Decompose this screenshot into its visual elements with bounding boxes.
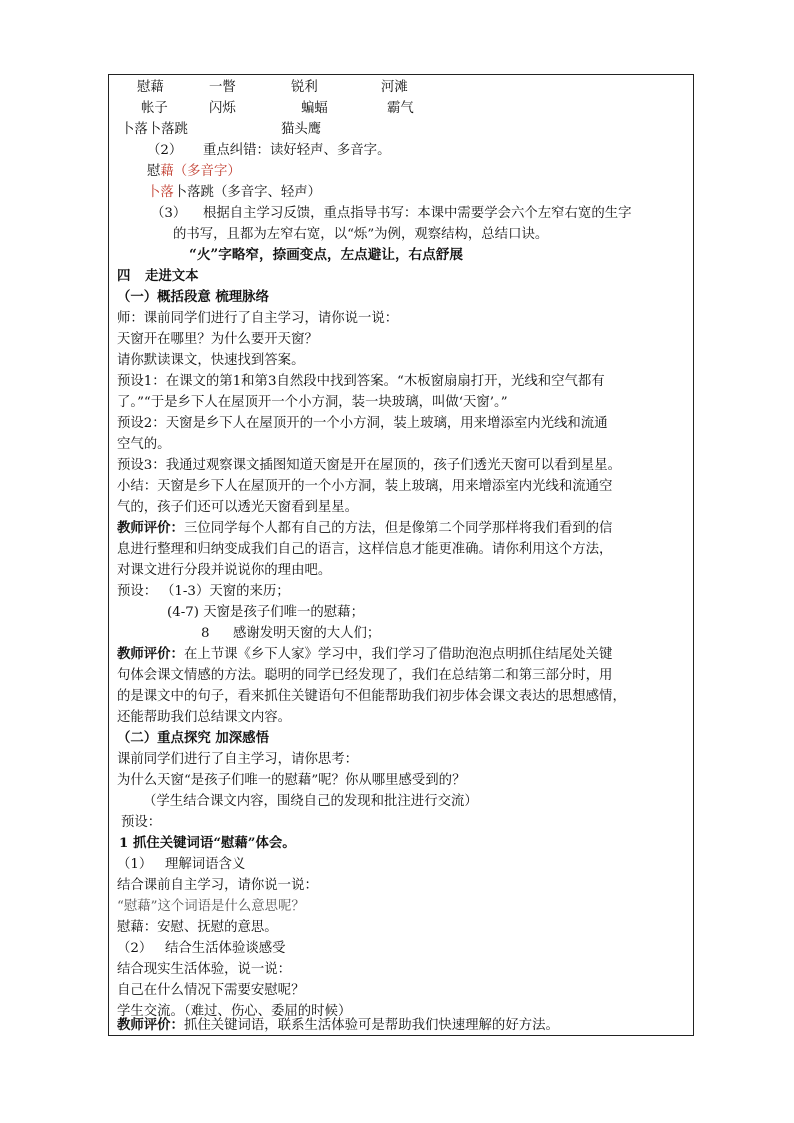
key-point-title: 1 抓住关键词语“慰藉”体会。 <box>119 835 296 851</box>
subsection-title: （一）概括段意 梳理脉络 <box>117 289 269 305</box>
paragraph: 气的，孩子们还可以透光天窗看到星星。 <box>117 500 359 515</box>
preset-item: （1-3）天窗的来历； <box>161 584 290 599</box>
word: 卜落卜落跳 <box>121 122 188 137</box>
note: 卜落跳（多音字、轻声） <box>173 185 322 200</box>
paragraph: 师：课前同学们进行了自主学习，请你说一说： <box>117 311 399 326</box>
paragraph: 预设3：我通过观察课文插图知道天窗是开在屋顶的，孩子们透光天窗可以看到星星。 <box>117 458 621 473</box>
eval-text: 抓住关键词语，联系生活体验可是帮助我们快速理解的好方法。 <box>183 1018 559 1033</box>
word: 蝙蝠 <box>301 101 328 116</box>
point-text: 根据自主学习反馈，重点指导书写：本课中需要学会六个左窄右宽的生字 <box>203 206 632 221</box>
lesson-plan-table-cell <box>108 74 694 1036</box>
eval-text: 在上节课《乡下人家》学习中，我们学习了借助泡泡点明抓住结尾处关键 <box>183 647 613 662</box>
paragraph: 天窗开在哪里？为什么要开天窗？ <box>117 332 318 347</box>
paragraph: （学生结合课文内容，围绕自己的发现和批注进行交流） <box>143 794 478 809</box>
paragraph: 课前同学们进行了自主学习，请你思考： <box>117 752 359 767</box>
teacher-evaluation <box>117 520 612 537</box>
word: 一瞥 <box>209 80 236 95</box>
paragraph: 息进行整理和归纳变成我们自己的语言，这样信息才能更准确。请你利用这个方法， <box>117 542 613 557</box>
paragraph: 预设2：天窗是乡下人在屋顶开的一个小方洞，装上玻璃，用来增添室内光线和流通 <box>117 416 608 431</box>
note: （多音字） <box>173 164 241 179</box>
paragraph: 了。”“于是乡下人在屋顶开一个小方洞，装一块玻璃，叫做‘天窗’。” <box>117 395 508 410</box>
paragraph: 对课文进行分段并说说你的理由吧。 <box>117 563 332 578</box>
point-text: 理解词语含义 <box>165 857 246 872</box>
word: 霸气 <box>387 101 414 116</box>
paragraph: 还能帮助我们总结课文内容。 <box>117 710 292 725</box>
word: 闪烁 <box>209 101 236 116</box>
preset-number: 8 <box>201 626 210 641</box>
paragraph: 为什么天窗“是孩子们唯一的慰藉”呢？你从哪里感受到的？ <box>117 773 466 788</box>
word: 慰藉 <box>137 80 164 95</box>
preset-label: 预设： <box>121 815 162 830</box>
preset-item: (4-7) 天窗是孩子们唯一的慰藉； <box>167 605 364 620</box>
paragraph: 自己在什么情况下需要安慰呢？ <box>117 983 305 998</box>
eval-text: 三位同学每个人都有自己的方法，但是像第二个同学那样将我们看到的信 <box>183 521 613 536</box>
paragraph: 小结：天窗是乡下人在屋顶开的一个小方洞，装上玻璃，用来增添室内光线和流通空 <box>117 479 613 494</box>
writing-mnemonic: “火”字略窄，捺画变点，左点避让，右点舒展 <box>189 247 463 263</box>
eval-label: 教师评价： <box>117 646 184 662</box>
word: 猫头鹰 <box>281 122 322 137</box>
preset-label: 预设： <box>117 584 158 599</box>
word: 帐子 <box>141 101 168 116</box>
paragraph: 学生交流。（难过、伤心、委屈的时候） <box>117 1004 352 1019</box>
paragraph: 慰藉：安慰、抚慰的意思。 <box>117 920 278 935</box>
char: 慰 <box>147 164 161 179</box>
paragraph: 结合现实生活体验，说一说： <box>117 962 292 977</box>
point-text: 重点纠错：读好轻声、多音字。 <box>203 143 391 158</box>
paragraph: 请你默读课文，快速找到答案。 <box>117 353 305 368</box>
paragraph: 结合课前自主学习，请你说一说： <box>117 878 318 893</box>
paragraph: 空气的。 <box>117 437 171 452</box>
subsection-title: （二）重点探究 加深感悟 <box>117 730 269 746</box>
paragraph: “慰藉”这个词语是什么意思呢？ <box>117 899 305 914</box>
highlight-char: 藉 <box>160 164 174 179</box>
teacher-evaluation <box>117 646 612 663</box>
polyphone-line <box>147 184 321 201</box>
preset-item: 感谢发明天窗的大人们； <box>233 626 381 641</box>
polyphone-line <box>147 163 241 180</box>
point-text: 的书写，且都为左窄右宽，以“烁”为例，观察结构，总结口诀。 <box>173 227 549 242</box>
eval-label: 教师评价： <box>117 520 184 536</box>
point-number: （1） <box>117 857 153 872</box>
highlight-text: 卜落 <box>147 185 174 200</box>
teacher-evaluation <box>117 1017 559 1034</box>
word: 河滩 <box>381 80 408 95</box>
point-number: （2） <box>117 941 153 956</box>
section-number: 四 <box>117 268 131 284</box>
paragraph: 预设1：在课文的第1和第3自然段中找到答案。“木板窗扇扇打开，光线和空气都有 <box>117 374 605 389</box>
word: 锐利 <box>291 80 318 95</box>
eval-label: 教师评价： <box>117 1017 184 1033</box>
point-text: 结合生活体验谈感受 <box>165 941 286 956</box>
paragraph: 句体会课文情感的方法。聪明的同学已经发现了，我们在总结第二和第三部分时，用 <box>117 668 613 683</box>
paragraph: 的是课文中的句子，看来抓住关键语句不但能帮助我们初步体会课文表达的思想感情， <box>117 689 626 704</box>
section-title: 走进文本 <box>145 268 199 284</box>
point-number: （3） <box>151 206 187 221</box>
point-number: （2） <box>147 143 183 158</box>
